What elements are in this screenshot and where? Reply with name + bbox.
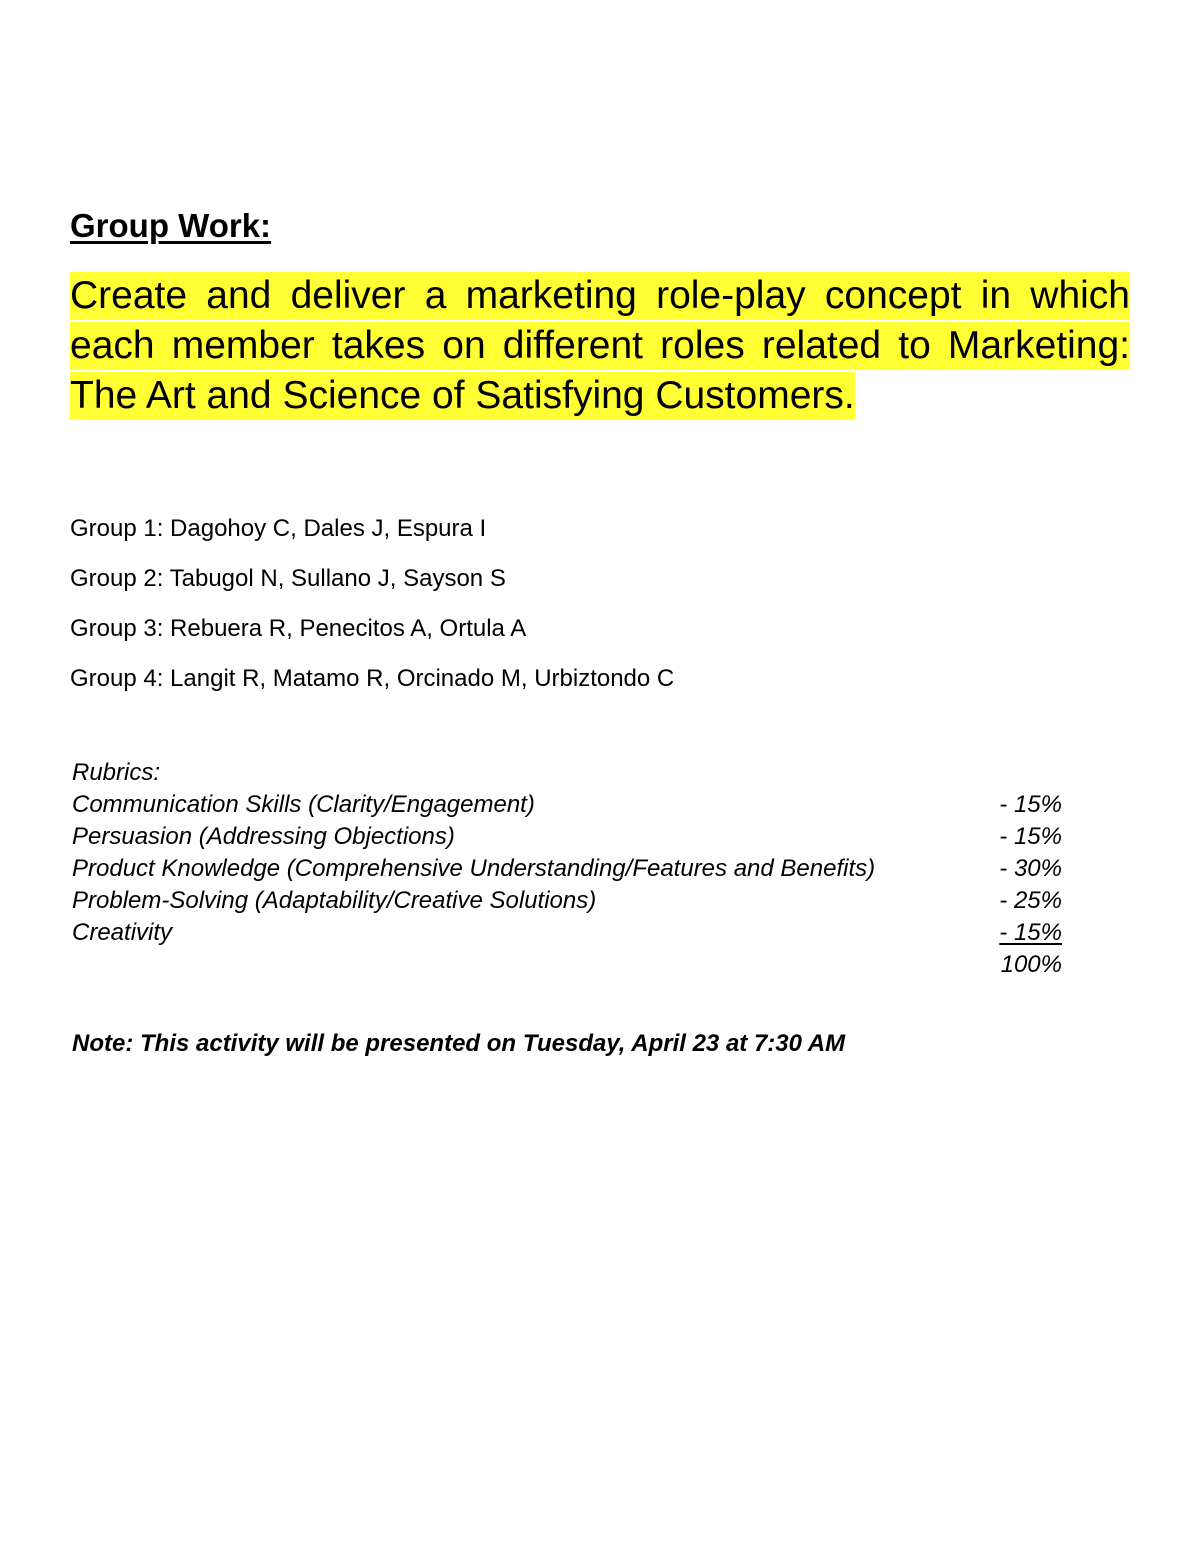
rubric-criterion: Communication Skills (Clarity/Engagement) (72, 791, 535, 818)
rubric-total-row (72, 949, 1062, 981)
rubric-row-persuasion (72, 821, 1062, 853)
rubric-criterion: Problem-Solving (Adaptability/Creative Solutions) (72, 887, 597, 914)
rubric-weight: - 15% (999, 789, 1062, 821)
rubric-weight: - 30% (999, 853, 1062, 885)
rubrics-section (72, 757, 1062, 981)
rubric-weight: - 15% (999, 821, 1062, 853)
group-item-3: Group 3: Rebuera R, Penecitos A, Ortula A (70, 615, 527, 642)
rubric-total: 100% (1000, 951, 1062, 978)
rubric-criterion: Creativity (72, 919, 173, 946)
rubric-row-problem-solving (72, 885, 1062, 917)
task-description (70, 271, 1130, 421)
group-list (70, 511, 674, 711)
presentation-note: Note: This activity will be presented on Tuesday, April 23 at 7:30 AM (72, 1030, 846, 1057)
rubric-row-communication (72, 789, 1062, 821)
rubrics-title: Rubrics: (72, 759, 161, 786)
rubric-row-product-knowledge (72, 853, 1062, 885)
rubric-criterion: Persuasion (Addressing Objections) (72, 823, 455, 850)
group-item-1: Group 1: Dagohoy C, Dales J, Espura I (70, 515, 487, 542)
rubric-weight: - 25% (999, 885, 1062, 917)
rubric-weight: - 15% (999, 917, 1062, 949)
rubric-criterion: Product Knowledge (Comprehensive Understanding/Features and Benefits) (72, 855, 876, 882)
task-highlight: Create and deliver a marketing role-play concept in which each member takes on different roles related to Marketing: The Art and Science of Satisfying Customers. (70, 272, 1130, 420)
group-item-2: Group 2: Tabugol N, Sullano J, Sayson S (70, 565, 506, 592)
group-item-4: Group 4: Langit R, Matamo R, Orcinado M, Urbiztondo C (70, 665, 675, 692)
heading: Group Work: (70, 207, 272, 244)
rubric-row-creativity (72, 917, 1062, 949)
